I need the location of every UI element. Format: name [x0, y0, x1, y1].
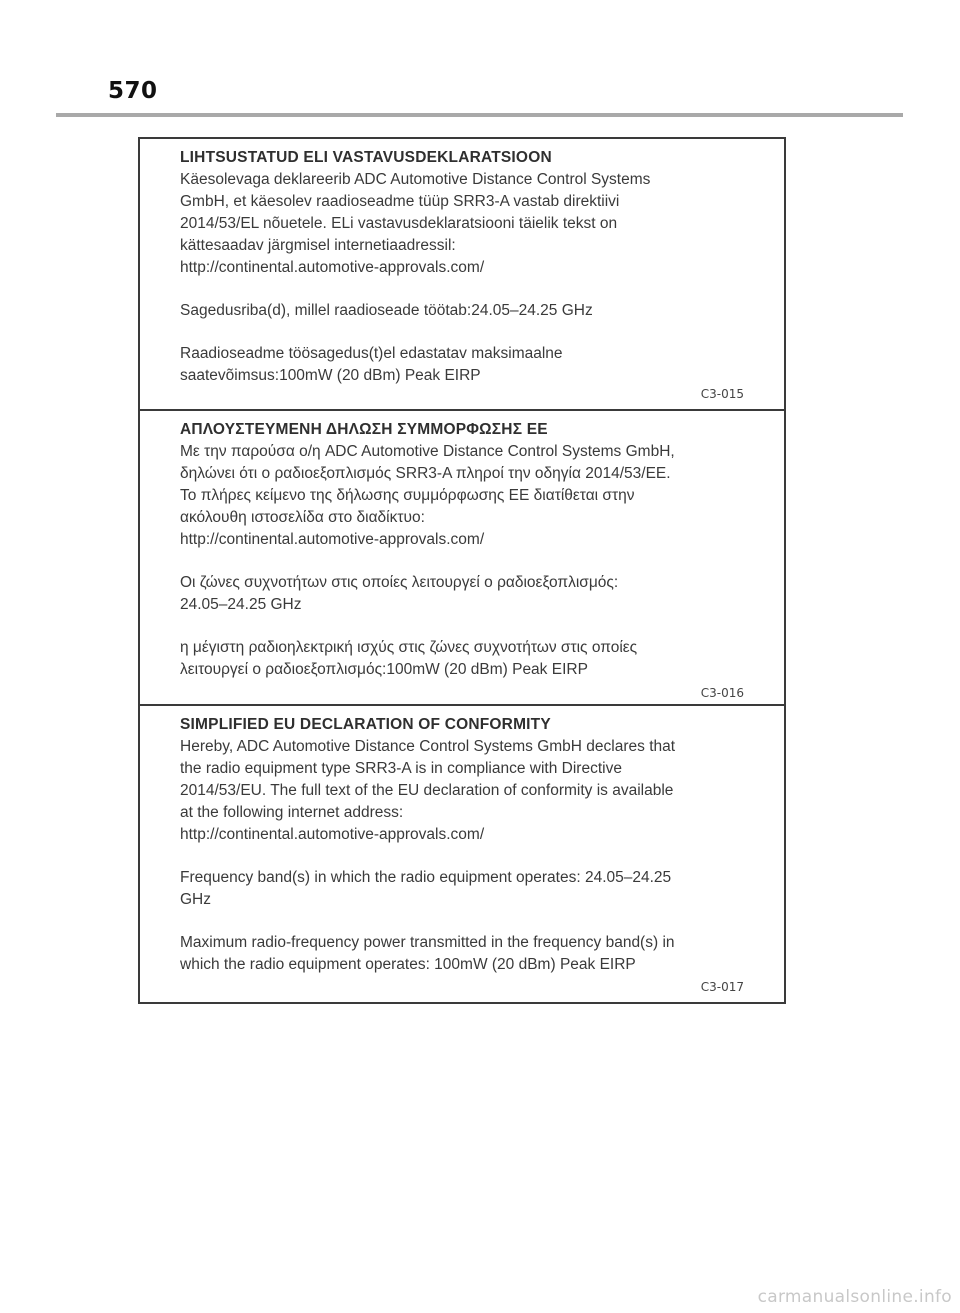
- declaration-section-estonian: [140, 139, 784, 409]
- header-rule: [56, 113, 903, 117]
- section-text-line: 24.05–24.25 GHz: [180, 596, 302, 613]
- section-text-line: Το πλήρες κείμενο της δήλωσης συμμόρφωσης ΕΕ διατίθεται στην: [180, 487, 635, 504]
- section-text-line: 2014/53/EU. The full text of the EU declaration of conformity is available: [180, 782, 674, 799]
- section-text-line: GHz: [180, 891, 211, 908]
- section-text-line: δηλώνει ότι ο ραδιοεξοπλισμός SRR3-A πληροί την οδηγία 2014/53/ΕΕ.: [180, 465, 671, 482]
- section-url: http://continental.automotive-approvals.com/: [180, 259, 485, 276]
- declaration-section-greek: [140, 409, 784, 704]
- section-text-line: saatevõimsus:100mW (20 dBm) Peak EIRP: [180, 367, 481, 384]
- page-number: 570: [108, 78, 158, 104]
- section-text-line: λειτουργεί ο ραδιοεξοπλισμός:100mW (20 dBm) Peak EIRP: [180, 661, 588, 678]
- section-text-line: ακόλουθη ιστοσελίδα στο διαδίκτυο:: [180, 509, 425, 526]
- section-text-line: at the following internet address:: [180, 804, 404, 821]
- section-code: C3-015: [700, 387, 744, 401]
- section-text-line: Hereby, ADC Automotive Distance Control Systems GmbH declares that: [180, 738, 676, 755]
- section-text-line: which the radio equipment operates: 100mW (20 dBm) Peak EIRP: [180, 956, 636, 973]
- site-watermark: carmanualsonline.info: [757, 1287, 952, 1307]
- section-text-line: 2014/53/EL nõuetele. ELi vastavusdeklaratsiooni täielik tekst on: [180, 215, 618, 232]
- section-text-line: Frequency band(s) in which the radio equipment operates: 24.05–24.25: [180, 869, 672, 886]
- section-text-line: GmbH, et käesolev raadioseadme tüüp SRR3-A vastab direktiivi: [180, 193, 620, 210]
- section-text-line: Sagedusriba(d), millel raadioseade töötab:24.05–24.25 GHz: [180, 302, 593, 319]
- section-code: C3-016: [700, 686, 744, 700]
- section-text-line: the radio equipment type SRR3-A is in compliance with Directive: [180, 760, 622, 777]
- declaration-section-english: [140, 704, 784, 1004]
- section-text-line: Raadioseadme töösagedus(t)el edastatav maksimaalne: [180, 345, 563, 362]
- section-url: http://continental.automotive-approvals.com/: [180, 826, 485, 843]
- section-code: C3-017: [700, 980, 744, 994]
- section-title: ΑΠΛΟΥΣΤΕΥΜΕΝΗ ΔΗΛΩΣΗ ΣΥΜΜΟΡΦΩΣΗΣ ΕΕ: [180, 421, 548, 438]
- section-title: SIMPLIFIED EU DECLARATION OF CONFORMITY: [180, 716, 551, 733]
- section-text-line: Käesolevaga deklareerib ADC Automotive Distance Control Systems: [180, 171, 651, 188]
- section-text-line: η μέγιστη ραδιοηλεκτρική ισχύς στις ζώνες συχνοτήτων στις οποίες: [180, 639, 638, 656]
- section-text-line: Με την παρούσα ο/η ADC Automotive Distance Control Systems GmbH,: [180, 443, 675, 460]
- section-text-line: kättesaadav järgmisel internetiaadressil:: [180, 237, 456, 254]
- section-text-line: Οι ζώνες συχνοτήτων στις οποίες λειτουργεί ο ραδιοεξοπλισμός:: [180, 574, 619, 591]
- section-url: http://continental.automotive-approvals.com/: [180, 531, 485, 548]
- section-text-line: Maximum radio-frequency power transmitted in the frequency band(s) in: [180, 934, 675, 951]
- section-title: LIHTSUSTATUD ELI VASTAVUSDEKLARATSIOON: [180, 149, 552, 166]
- declaration-frame: [138, 137, 786, 1004]
